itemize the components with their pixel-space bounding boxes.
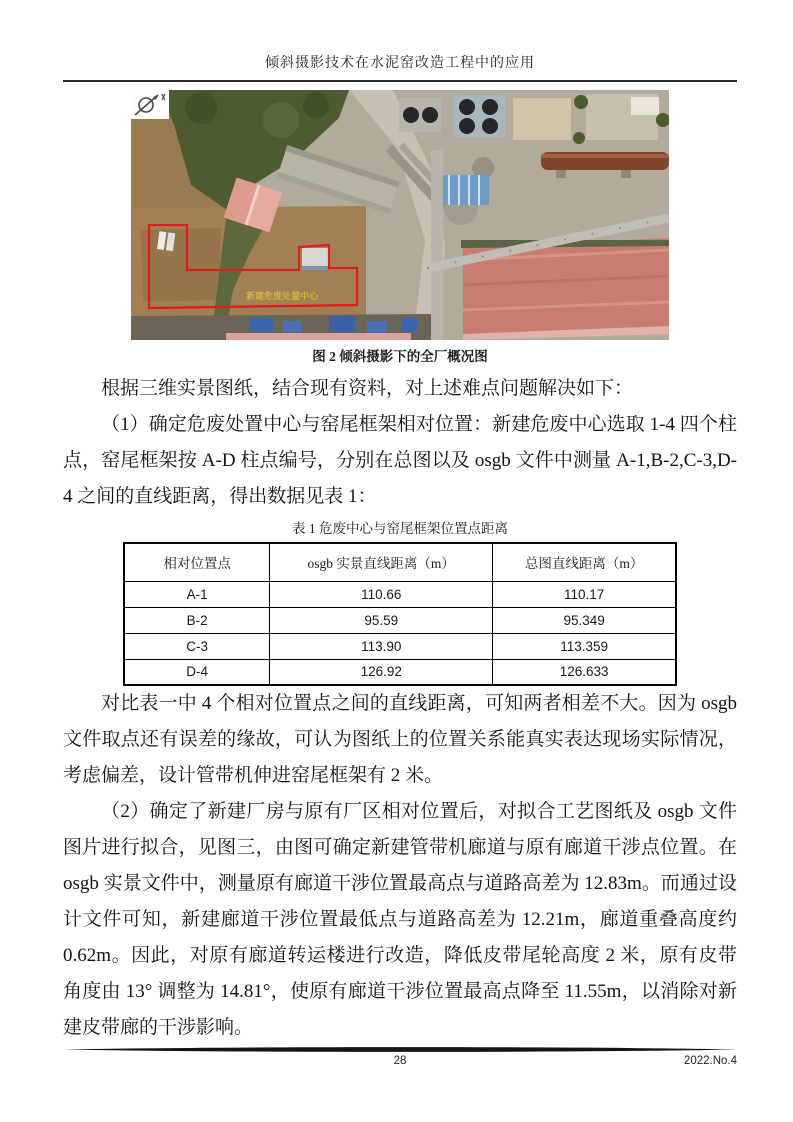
cell-master-distance: 110.17	[493, 581, 676, 607]
table-row	[124, 581, 676, 607]
paragraph-point2: （2）确定了新建厂房与原有厂区相对位置后，对拟合工艺图纸及 osgb 文件图片进行拟合，见图三，由图可确定新建管带机廊道与原有廊道干涉点位置。在 osgb 实景文件中，测量原有廊道干涉位置最高点与道路高差为 12.83m。而通过设计文件可知，新建廊道干涉位置最低点与道路高差为 12.21m，廊道重叠高度约 0.62m。因此，对原有廊道转运楼进行改造，降低皮带尾轮高度 2 米，原有皮带角度由 13° 调整为 14.81°，使原有廊道干涉位置最高点降至 11.55m，以消除对新建皮带廊的干涉影响。	[63, 801, 737, 1038]
distance-table-body	[124, 581, 676, 685]
table-header-row	[124, 543, 676, 581]
cell-master-distance: 113.359	[493, 633, 676, 659]
cell-master-distance: 126.633	[493, 659, 676, 685]
col-header-point: 相对位置点	[124, 543, 270, 581]
site-overlay-label: 新建危废处置中心	[246, 291, 319, 301]
paragraph-analysis: 对比表一中 4 个相对位置点之间的直线距离，可知两者相差不大。因为 osgb 文件取点还有误差的缘故，可认为图纸上的位置关系能真实表达现场实际情况，考虑偏差，设计管带机伸进窑尾框架有 2 米。	[63, 693, 737, 786]
compass-icon	[131, 90, 169, 119]
table-title: 表 1 危废中心与窑尾框架位置点距离	[292, 521, 508, 536]
col-header-master-distance: 总图直线距离（m）	[493, 543, 676, 581]
footer-issue-label: 2022.No.4	[683, 1055, 737, 1067]
cell-point: C-3	[124, 633, 270, 659]
footer-page-number: 28	[393, 1055, 407, 1067]
table-row	[124, 633, 676, 659]
cell-point: D-4	[124, 659, 270, 685]
distance-table	[123, 542, 677, 686]
col-header-osgb-distance: osgb 实景直线距离（m）	[270, 543, 493, 581]
cell-osgb-distance: 126.92	[270, 659, 493, 685]
cell-point: B-2	[124, 607, 270, 633]
cell-master-distance: 95.349	[493, 607, 676, 633]
table-row	[124, 607, 676, 633]
figure-caption: 图 2 倾斜摄影下的全厂概况图	[312, 349, 488, 364]
figure-aerial-photo	[131, 90, 669, 340]
cell-osgb-distance: 113.90	[270, 633, 493, 659]
header-rule	[63, 80, 737, 82]
cell-point: A-1	[124, 581, 270, 607]
table-row	[124, 659, 676, 685]
page-header-title: 倾斜摄影技术在水泥窑改造工程中的应用	[265, 56, 535, 71]
cell-osgb-distance: 110.66	[270, 581, 493, 607]
page-footer	[63, 1046, 737, 1071]
cell-osgb-distance: 95.59	[270, 607, 493, 633]
footer-taper-rule	[63, 1046, 737, 1053]
paragraph-intro: 根据三维实景图纸，结合现有资料，对上述难点问题解决如下：	[101, 378, 634, 399]
aerial-photo-graphic	[131, 90, 669, 340]
paragraph-point1: （1）确定危废处置中心与窑尾框架相对位置：新建危废中心选取 1-4 四个柱点，窑尾框架按 A-D 柱点编号，分别在总图以及 osgb 文件中测量 A-1,B-2,C-3,D-4 之间的直线距离，得出数据见表 1：	[63, 414, 737, 507]
